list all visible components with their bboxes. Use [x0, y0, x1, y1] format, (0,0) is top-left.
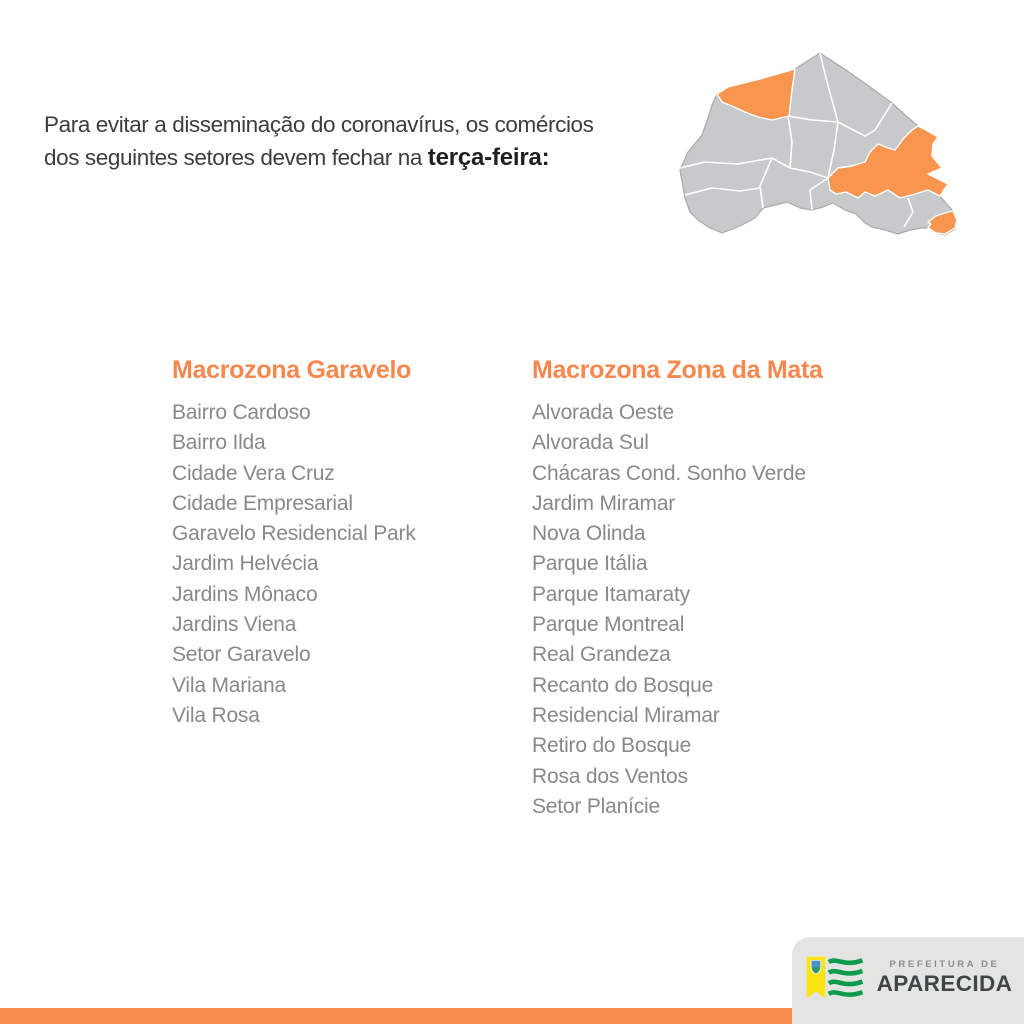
- closure-day: terça-feira:: [427, 143, 550, 171]
- neighborhood-item: Residencial Miramar: [532, 703, 720, 727]
- neighborhood-item: Parque Itamaraty: [532, 582, 690, 606]
- prefeitura-logo-text: [877, 959, 1013, 997]
- column-title-garavelo: Macrozona Garavelo: [172, 356, 412, 384]
- neighborhood-item: Setor Garavelo: [172, 643, 311, 667]
- column-title-zona-da-mata: Macrozona Zona da Mata: [532, 356, 823, 384]
- neighborhood-item: Recanto do Bosque: [532, 673, 714, 697]
- neighborhood-item: Retiro do Bosque: [532, 734, 692, 758]
- neighborhood-item: Jardins Mônaco: [172, 582, 318, 606]
- intro-line1: Para evitar a disseminação do coronavírus, os comércios: [44, 111, 594, 137]
- neighborhood-item: Chácaras Cond. Sonho Verde: [532, 461, 806, 485]
- neighborhood-item: Jardim Miramar: [532, 491, 676, 515]
- neighborhood-item: Parque Montreal: [532, 613, 685, 637]
- neighborhood-item: Nova Olinda: [532, 522, 646, 546]
- neighborhood-item: Rosa dos Ventos: [532, 764, 688, 788]
- macrozona-garavelo-column: [172, 355, 502, 731]
- aparecida-flag-icon: [804, 955, 866, 1001]
- neighborhood-item: Alvorada Oeste: [532, 401, 674, 424]
- neighborhood-item: Cidade Vera Cruz: [172, 461, 335, 485]
- neighborhood-list-garavelo: [172, 398, 502, 731]
- neighborhood-item: Vila Rosa: [172, 703, 260, 727]
- neighborhood-item: Garavelo Residencial Park: [172, 522, 416, 546]
- neighborhood-item: Cidade Empresarial: [172, 491, 353, 515]
- neighborhood-item: Setor Planície: [532, 794, 660, 818]
- intro-text: [44, 108, 684, 174]
- logo-large-text: APARECIDA: [876, 970, 1013, 996]
- neighborhood-list-zona-da-mata: [532, 398, 872, 822]
- footer-logo-card: [792, 937, 1024, 1024]
- neighborhood-item: Jardins Viena: [172, 613, 297, 637]
- logo-small-text: PREFEITURA DE: [889, 958, 1000, 970]
- neighborhood-item: Real Grandeza: [532, 643, 671, 667]
- neighborhood-item: Parque Itália: [532, 552, 648, 576]
- city-map-svg: [660, 40, 990, 250]
- city-map: [660, 40, 990, 250]
- neighborhood-item: Bairro Cardoso: [172, 401, 311, 424]
- neighborhood-item: Jardim Helvécia: [172, 552, 319, 576]
- macrozona-zona-da-mata-column: [532, 355, 872, 822]
- neighborhood-item: Bairro Ilda: [172, 431, 266, 455]
- neighborhood-item: Alvorada Sul: [532, 431, 649, 455]
- intro-line2: dos seguintes setores devem fechar na: [44, 144, 428, 170]
- neighborhood-item: Vila Mariana: [172, 673, 286, 697]
